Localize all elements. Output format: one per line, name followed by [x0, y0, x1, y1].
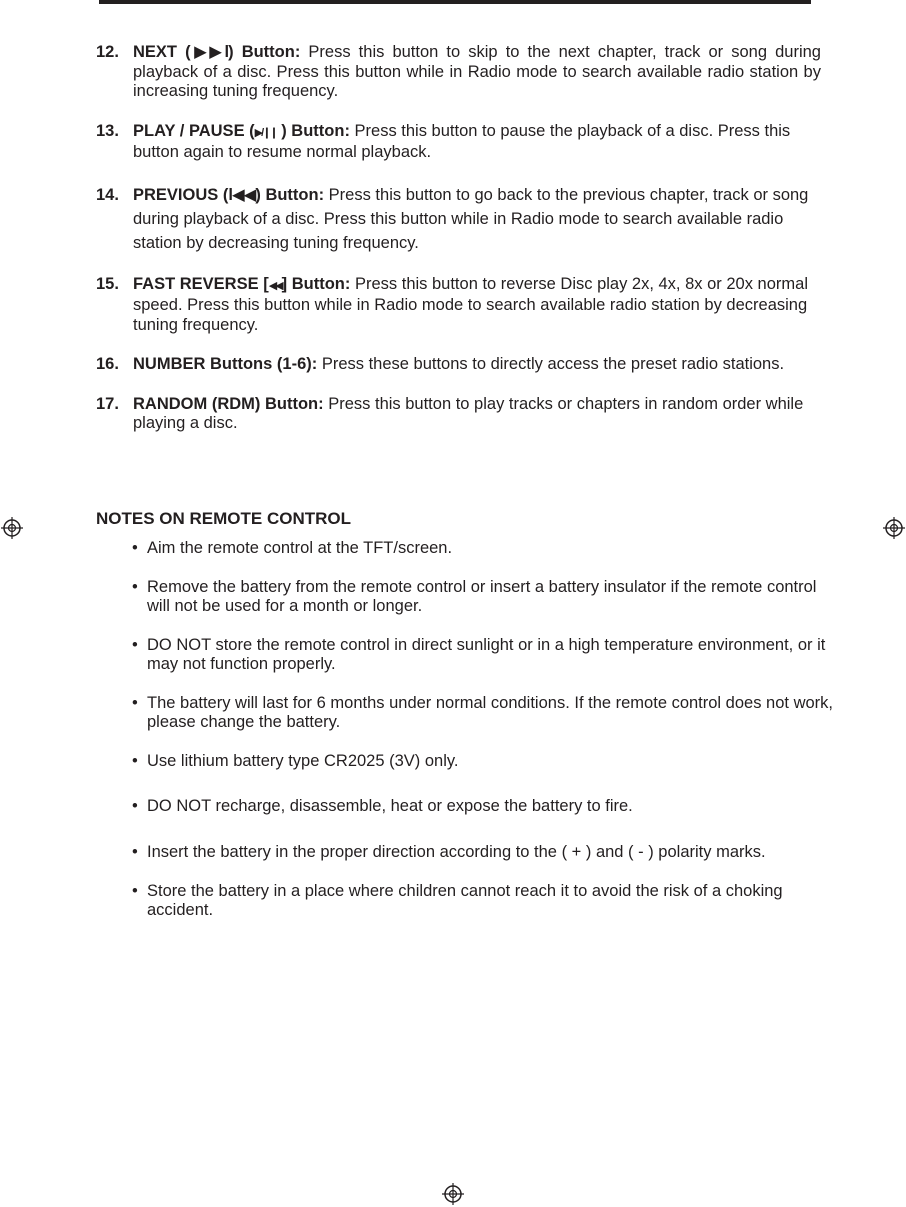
item-number: 13.: [96, 121, 119, 140]
next-icon: ▶▶l: [190, 43, 229, 61]
item-previous-button: 14. PREVIOUS (l◀◀) Button: Press this button to go back to the previous chapter, track or song during playback of a disc. Press this button while in Radio mode to search available radio station by decreasing tuning frequency.: [96, 183, 821, 255]
list-item-text: DO NOT store the remote control in direct sunlight or in a high temperature environment, or it may not function properly.: [147, 636, 826, 673]
notes-heading: NOTES ON REMOTE CONTROL: [96, 509, 351, 528]
item-label: NUMBER Buttons (1-6):: [133, 355, 318, 373]
list-item-text: Aim the remote control at the TFT/screen.: [147, 539, 453, 557]
fast-reverse-icon: ◀◀: [268, 279, 282, 292]
notes-list: [96, 539, 836, 920]
bullet-dot: •: [132, 694, 138, 712]
registration-mark-icon: [1, 517, 23, 539]
item-text: Press this button to pause the playback of a disc. Press this button again to resume normal playback.: [133, 121, 791, 161]
list-item: [96, 636, 836, 674]
item-number-buttons: [96, 355, 821, 375]
list-item: [96, 752, 836, 771]
item-label-suffix: Button:: [265, 185, 325, 204]
bullet-dot: •: [132, 539, 138, 557]
registration-mark-icon: [442, 1183, 464, 1205]
item-label: PLAY / PAUSE: [133, 121, 245, 140]
button-descriptions: [96, 43, 821, 454]
list-item-text: Store the battery in a place where children cannot reach it to avoid the risk of a choking accident.: [147, 882, 783, 919]
list-item-text: The battery will last for 6 months under normal conditions. If the remote control does not work, please change the battery.: [147, 694, 833, 731]
item-text: Press this button to skip to the next chapter, track or song during playback of a disc. Press this button while in Radio mode to search available radio station by increasing tuning frequency.: [133, 43, 821, 100]
top-rule: [99, 0, 811, 4]
item-text: Press these buttons to directly access the preset radio stations.: [321, 355, 785, 373]
item-label-suffix: Button:: [291, 121, 350, 140]
play-pause-icon: ▶/❙❙: [254, 126, 277, 139]
item-number: 14.: [96, 185, 119, 204]
list-item-text: Insert the battery in the proper direction according to the ( + ) and ( - ) polarity marks.: [147, 843, 766, 861]
list-item: [96, 539, 836, 558]
item-number: 15.: [96, 274, 119, 293]
bullet-dot: •: [132, 797, 138, 815]
bullet-dot: •: [132, 843, 138, 861]
item-next-button: 12. NEXT (▶▶l) Button: Press this button to skip to the next chapter, track or song during playback of a disc. Press this button while in Radio mode to search available radio station by increasing tuning frequency.: [96, 43, 821, 100]
item-label-suffix: Button:: [291, 274, 351, 293]
bullet-dot: •: [132, 882, 138, 900]
bullet-dot: •: [132, 578, 138, 596]
item-number: 12.: [96, 43, 119, 61]
list-item: [96, 578, 836, 616]
item-play-pause-button: 13. PLAY / PAUSE (▶/❙❙ ) Button: Press this button to pause the playback of a disc. Press this button again to resume normal playback.: [96, 121, 791, 161]
registration-mark-icon: [883, 517, 905, 539]
item-random-button: [96, 395, 821, 434]
previous-icon: l◀◀: [228, 185, 256, 204]
item-text: Press this button to play tracks or chapters in random order while playing a disc.: [133, 394, 804, 432]
list-item-text: Use lithium battery type CR2025 (3V) only.: [147, 752, 459, 770]
notes-section: [96, 509, 836, 920]
list-item: [96, 694, 836, 732]
item-label: PREVIOUS: [133, 185, 219, 204]
item-fast-reverse-button: 15. FAST REVERSE [◀◀] Button: Press this button to reverse Disc play 2x, 4x, 8x or 20x normal speed. Press this button while in Radio mode to search available radio station by decreasing tuning frequency.: [96, 274, 808, 334]
bullet-dot: •: [132, 636, 138, 654]
item-label: FAST REVERSE: [133, 274, 259, 293]
list-item-text: DO NOT recharge, disassemble, heat or expose the battery to fire.: [147, 797, 633, 815]
list-item: [96, 840, 836, 864]
list-item-text: Remove the battery from the remote control or insert a battery insulator if the remote control will not be used for a month or longer.: [147, 578, 817, 615]
item-text: Press this button to reverse Disc play 2x, 4x, 8x or 20x normal speed. Press this button while in Radio mode to search available radio station by decreasing tuning frequency.: [133, 274, 808, 334]
item-label: RANDOM (RDM) Button:: [133, 394, 324, 413]
bullet-dot: •: [132, 752, 138, 770]
list-item: [96, 797, 836, 816]
list-item: [96, 882, 836, 920]
item-text: Press this button to go back to the previous chapter, track or song during playback of a disc. Press this button while in Radio mode to search available radio station by decreasing tuning frequency.: [133, 185, 809, 252]
item-number: 17.: [96, 394, 119, 413]
item-number: 16.: [96, 355, 119, 373]
item-label-suffix: Button:: [241, 43, 301, 61]
item-label: NEXT: [133, 43, 178, 61]
